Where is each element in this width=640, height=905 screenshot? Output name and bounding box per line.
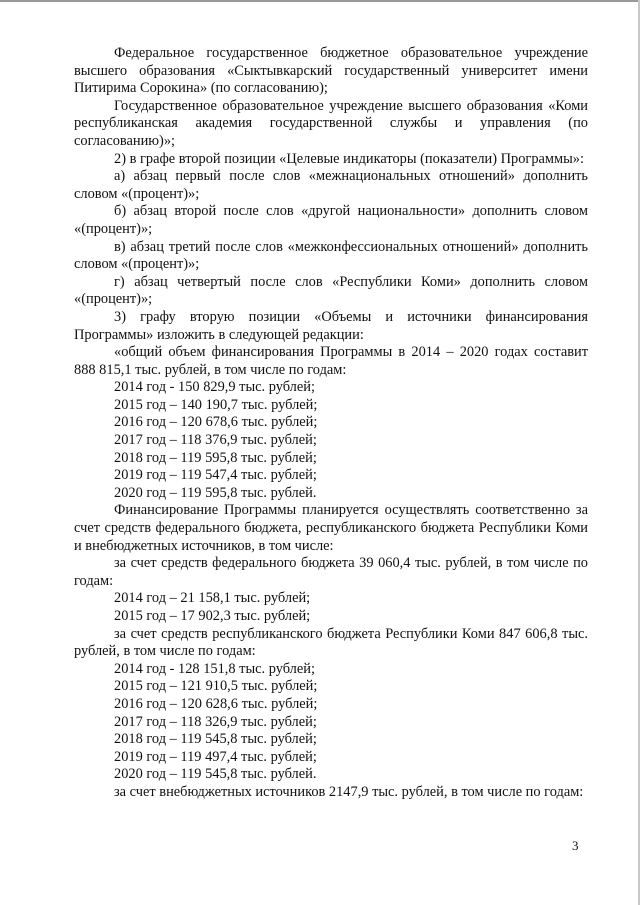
paragraph-item-3: 3) графу вторую позиции «Объемы и источники финансирования Программы» изложить в следующей редакции: [74,308,588,343]
paragraph-federal-budget: за счет средств федерального бюджета 39 060,4 тыс. рублей, в том числе по годам: [74,555,588,589]
total-year-line: 2015 год – 140 190,7 тыс. рублей; [114,396,318,413]
paragraph-item-2d: г) абзац четвертый после слов «Республики Коми» дополнить словом «(процент)»; [74,273,588,308]
total-year-line: 2016 год – 120 678,6 тыс. рублей; [114,414,318,431]
paragraph-financing-intro: Финансирование Программы планируется осуществлять соответственно за счет средств федерального бюджета, республиканского бюджета Республики Коми и внебюджетных источников, в том числе: [74,502,588,554]
regional-year-line: 2016 год – 120 628,6 тыс. рублей; [114,695,318,712]
paragraph-extrabudget: за счет внебюджетных источников 2147,9 тыс. рублей, в том числе по годам: [114,783,584,800]
paragraph-komi-academy: Государственное образовательное учреждение высшего образования «Коми республиканская академия государственной службы и управления (по согласованию)»; [74,97,588,149]
regional-year-line: 2017 год – 118 326,9 тыс. рублей; [114,713,317,730]
regional-year-line: 2015 год – 121 910,5 тыс. рублей; [114,678,318,695]
total-year-line: 2014 год - 150 829,9 тыс. рублей; [114,379,315,396]
page-number: 3 [572,838,579,853]
paragraph-item-2c: в) абзац третий после слов «межконфессиональных отношений» дополнить словом «(процент)»; [74,238,588,273]
regional-year-line: 2020 год – 119 545,8 тыс. рублей. [114,766,317,783]
total-year-line: 2018 год – 119 595,8 тыс. рублей; [114,449,317,466]
total-year-line: 2020 год – 119 595,8 тыс. рублей. [114,484,317,501]
total-year-line: 2017 год – 118 376,9 тыс. рублей; [114,432,317,449]
paragraph-total-volume: «общий объем финансирования Программы в 2014 – 2020 годах составит 888 815,1 тыс. рублей, в том числе по годам: [74,344,588,378]
document-body [74,45,588,802]
regional-year-line: 2018 год – 119 545,8 тыс. рублей; [114,731,317,748]
total-year-line: 2019 год – 119 547,4 тыс. рублей; [114,467,317,484]
paragraph-item-2: 2) в графе второй позиции «Целевые индикаторы (показатели) Программы»: [114,150,584,167]
paragraph-syktyvkar-university: Федеральное государственное бюджетное образовательное учреждение высшего образования «Сыктывкарский государственный университет имени Питирима Сорокина» (по согласованию); [74,45,588,97]
regional-year-line: 2019 год – 119 497,4 тыс. рублей; [114,748,317,765]
paragraph-item-2a: а) абзац первый после слов «межнациональных отношений» дополнить словом «(процент)»; [74,168,588,202]
page-top-edge [0,0,640,2]
federal-year-line: 2015 год – 17 902,3 тыс. рублей; [114,608,311,624]
paragraph-item-2b: б) абзац второй после слов «другой национальности» дополнить словом «(процент)»; [74,203,588,237]
paragraph-regional-budget: за счет средств республиканского бюджета Республики Коми 847 606,8 тыс. рублей, в том числе по годам: [74,625,588,660]
federal-year-line: 2014 год – 21 158,1 тыс. рублей; [114,590,311,607]
regional-year-line: 2014 год - 128 151,8 тыс. рублей; [114,660,315,677]
